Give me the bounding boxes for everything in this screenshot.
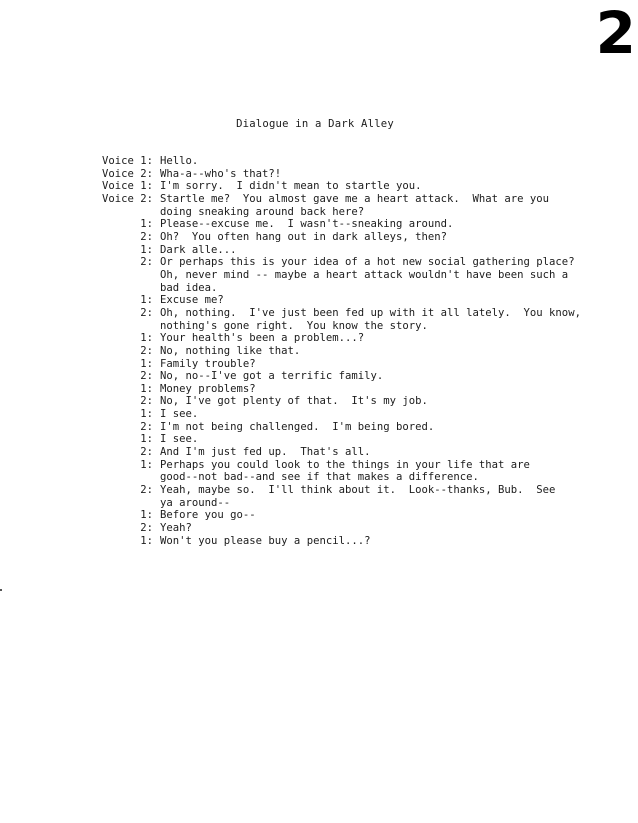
speaker-label: 2:	[140, 522, 153, 535]
speech-text	[160, 332, 364, 345]
speech-text	[160, 180, 422, 193]
dialogue-body	[93, 155, 593, 547]
dialogue-line	[93, 421, 593, 434]
page-number: 2	[595, 0, 636, 67]
dialogue-line	[93, 459, 593, 484]
speech-line: No, nothing like that.	[160, 344, 301, 357]
dialogue-line	[93, 484, 593, 509]
speaker-label: 1:	[140, 243, 153, 256]
speech-line: And I'm just fed up. That's all.	[160, 446, 371, 459]
speaker-label: 2:	[140, 395, 153, 408]
speech-line: doing sneaking around back here?	[160, 205, 365, 218]
speaker-label: 1:	[140, 294, 153, 307]
dialogue-line	[93, 446, 593, 459]
speaker-label: 2:	[140, 484, 153, 497]
dialogue-line	[93, 218, 593, 231]
speech-line: Yeah, maybe so. I'll think about it. Look--thanks, Bub. See	[160, 484, 556, 497]
speech-text	[160, 522, 192, 535]
speech-line: Before you go--	[160, 509, 256, 522]
speaker-label: 1:	[140, 458, 153, 471]
speech-line: I see.	[160, 433, 199, 446]
speech-text	[160, 446, 370, 459]
speech-text	[160, 459, 530, 484]
dialogue-line	[93, 332, 593, 345]
dialogue-line	[93, 358, 593, 371]
dialogue-line	[93, 509, 593, 522]
dialogue-line	[93, 345, 593, 358]
speaker-label: 2:	[140, 446, 153, 459]
speaker-label: 2:	[140, 420, 153, 433]
dialogue-line	[93, 155, 593, 168]
speech-line: Oh, nothing. I've just been fed up with it all lately. You know,	[160, 306, 581, 319]
speech-line: Won't you please buy a pencil...?	[160, 534, 371, 547]
speech-line: bad idea.	[160, 281, 218, 294]
speech-line: Wha-a--who's that?!	[160, 167, 282, 180]
dialogue-line	[93, 256, 593, 294]
dialogue-line	[93, 370, 593, 383]
speech-line: Your health's been a problem...?	[160, 332, 365, 345]
speech-line: No, I've got plenty of that. It's my job.	[160, 395, 428, 408]
speech-line: Perhaps you could look to the things in your life that are	[160, 458, 530, 471]
speech-line: Please--excuse me. I wasn't--sneaking around.	[160, 218, 454, 231]
speaker-label: 1:	[140, 332, 153, 345]
speech-line: Yeah?	[160, 522, 192, 535]
dialogue-line	[93, 244, 593, 257]
speech-text	[160, 383, 256, 396]
speech-line: I'm not being challenged. I'm being bored.	[160, 420, 435, 433]
speaker-label: 1:	[140, 509, 153, 522]
speech-line: Excuse me?	[160, 294, 224, 307]
speech-text	[160, 155, 198, 168]
speech-line: Oh, never mind -- maybe a heart attack wouldn't have been such a	[160, 268, 569, 281]
dialogue-line	[93, 168, 593, 181]
speech-line: I see.	[160, 408, 199, 421]
speech-text	[160, 218, 453, 231]
speech-text	[160, 408, 198, 421]
document-title: Dialogue in a Dark Alley	[236, 118, 394, 130]
speech-text	[160, 168, 281, 181]
dialogue-line	[93, 433, 593, 446]
speech-text	[160, 307, 581, 332]
speech-text	[160, 358, 256, 371]
speech-text	[160, 509, 256, 522]
speech-text	[160, 231, 447, 244]
speech-line: Hello.	[160, 155, 199, 167]
speech-text	[160, 244, 237, 257]
speaker-label: Voice 1:	[101, 155, 153, 167]
speech-text	[160, 294, 224, 307]
speech-line: Money problems?	[160, 382, 256, 395]
speaker-label: 1:	[140, 433, 153, 446]
dialogue-line	[93, 383, 593, 396]
speaker-label: 1:	[140, 534, 153, 547]
speech-line: Family trouble?	[160, 357, 256, 370]
dialogue-line	[93, 294, 593, 307]
dialogue-line	[93, 395, 593, 408]
speaker-label: 2:	[140, 344, 153, 357]
margin-mark	[0, 589, 2, 591]
speech-text	[160, 193, 549, 218]
speaker-label: Voice 1:	[101, 180, 153, 193]
speaker-label: 1:	[140, 218, 153, 231]
dialogue-line	[93, 408, 593, 421]
speech-line: Dark alle...	[160, 243, 237, 256]
speech-text	[160, 256, 575, 294]
speech-line: good--not bad--and see if that makes a difference.	[160, 471, 479, 484]
speech-line: No, no--I've got a terrific family.	[160, 370, 384, 383]
speech-text	[160, 484, 555, 509]
dialogue-line	[93, 307, 593, 332]
speech-line: nothing's gone right. You know the story.	[160, 319, 428, 332]
speech-text	[160, 535, 370, 548]
dialogue-line	[93, 535, 593, 548]
dialogue-line	[93, 231, 593, 244]
speaker-label: 2:	[140, 306, 153, 319]
speech-text	[160, 395, 428, 408]
speaker-label: 2:	[140, 256, 153, 269]
speech-line: ya around--	[160, 496, 231, 509]
speech-text	[160, 421, 434, 434]
dialogue-line	[93, 522, 593, 535]
dialogue-line	[93, 193, 593, 218]
speech-text	[160, 370, 383, 383]
speaker-label: 1:	[140, 382, 153, 395]
speech-text	[160, 345, 300, 358]
speech-line: Oh? You often hang out in dark alleys, then?	[160, 230, 448, 243]
speech-line: Startle me? You almost gave me a heart attack. What are you	[160, 192, 550, 205]
speaker-label: Voice 2:	[101, 192, 153, 205]
speaker-label: Voice 2:	[101, 167, 153, 180]
speech-line: Or perhaps this is your idea of a hot new social gathering place?	[160, 256, 575, 269]
dialogue-line	[93, 180, 593, 193]
speaker-label: 1:	[140, 357, 153, 370]
speaker-label: 2:	[140, 230, 153, 243]
speaker-label: 2:	[140, 370, 153, 383]
speaker-label: 1:	[140, 408, 153, 421]
speech-line: I'm sorry. I didn't mean to startle you.	[160, 180, 422, 193]
speech-text	[160, 433, 198, 446]
